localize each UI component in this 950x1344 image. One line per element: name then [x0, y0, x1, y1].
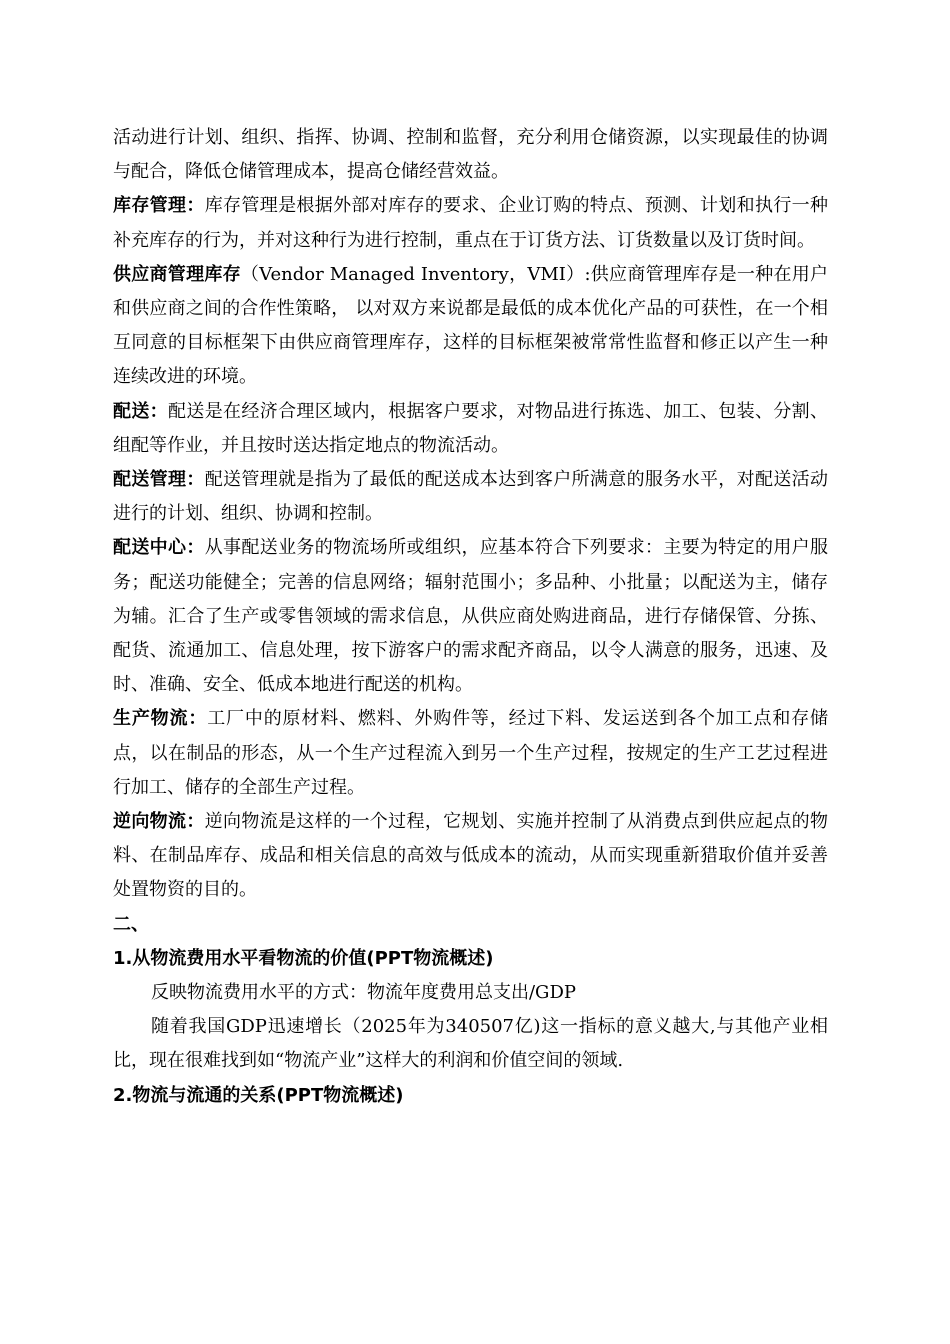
intro-paragraph: 活动进行计划、组织、指挥、协调、控制和监督，充分利用仓储资源，以实现最佳的协调与配合，降低仓储管理成本，提高仓储经营效益。: [113, 127, 828, 183]
term-label: 逆向物流：: [113, 811, 205, 833]
definition-distribution-center: [113, 531, 828, 702]
definition-text: 从事配送业务的物流场所或组织，应基本符合下列要求：主要为特定的用户服务；配送功能健全；完善的信息网络；辐射范围小；多品种、小批量；以配送为主，储存为辅。汇合了生产或零售领域的需求信息，从供应商处购进商品，进行存储保管、分拣、配货、流通加工、信息处理，按下游客户的需求配齐商品，以令人满意的服务，迅速、及时、准确、安全、低成本地进行配送的机构。: [113, 537, 829, 696]
term-label: 配送中心：: [113, 537, 205, 559]
term-label: 供应商管理库存: [113, 263, 241, 285]
page-content: [113, 121, 828, 1113]
definition-vmi: [113, 258, 828, 395]
section-2-item-1-line-2: 随着我国GDP迅速增长（2025年为340507亿)这一指标的意义越大,与其他产业相比，现在很难找到如“物流产业”这样大的利润和价值空间的领域.: [113, 1016, 828, 1072]
section-2-item-1-heading: 1.从物流费用水平看物流的价值(PPT物流概述): [113, 947, 494, 969]
definition-text: （Vendor Managed Inventory，VMI）:供应商管理库存是一种在用户和供应商之间的合作性策略， 以对双方来说都是最低的成本优化产品的可获性，在一个相互同意的目标框架下由供应商管理库存，这样的目标框架被常常性监督和修正以产生一种连续改进的环境。: [113, 263, 829, 388]
definition-text: 配送管理就是指为了最低的配送成本达到客户所满意的服务水平，对配送活动进行的计划、组织、协调和控制。: [113, 469, 829, 525]
definition-text: 工厂中的原材料、燃料、外购件等，经过下料、发运送到各个加工点和存储点，以在制品的形态，从一个生产过程流入到另一个生产过程，按规定的生产工艺过程进行加工、储存的全部生产过程。: [113, 708, 829, 798]
section-2-item-2-heading: 2.物流与流通的关系(PPT物流概述): [113, 1084, 404, 1106]
definition-inventory-management: [113, 189, 828, 257]
term-label: 库存管理：: [113, 195, 205, 217]
definition-text: 逆向物流是这样的一个过程，它规划、实施并控制了从消费点到供应起点的物料、在制品库存、成品和相关信息的高效与低成本的流动，从而实现重新猎取价值并妥善处置物资的目的。: [113, 811, 829, 901]
definition-reverse-logistics: [113, 805, 828, 908]
definition-distribution: [113, 395, 828, 463]
definition-text: 库存管理是根据外部对库存的要求、企业订购的特点、预测、计划和执行一种补充库存的行为，并对这种行为进行控制，重点在于订货方法、订货数量以及订货时间。: [113, 195, 829, 251]
term-label: 生产物流：: [113, 708, 208, 730]
term-label: 配送：: [113, 400, 169, 422]
definition-distribution-management: [113, 463, 828, 531]
definition-text: 配送是在经济合理区域内，根据客户要求，对物品进行拣选、加工、包装、分割、组配等作业，并且按时送达指定地点的物流活动。: [113, 400, 829, 456]
definition-production-logistics: [113, 702, 828, 805]
term-label: 配送管理：: [113, 469, 205, 491]
section-2-label: 二、: [113, 913, 149, 935]
section-2-item-1-line-1: 反映物流费用水平的方式：物流年度费用总支出/GDP: [151, 982, 576, 1004]
